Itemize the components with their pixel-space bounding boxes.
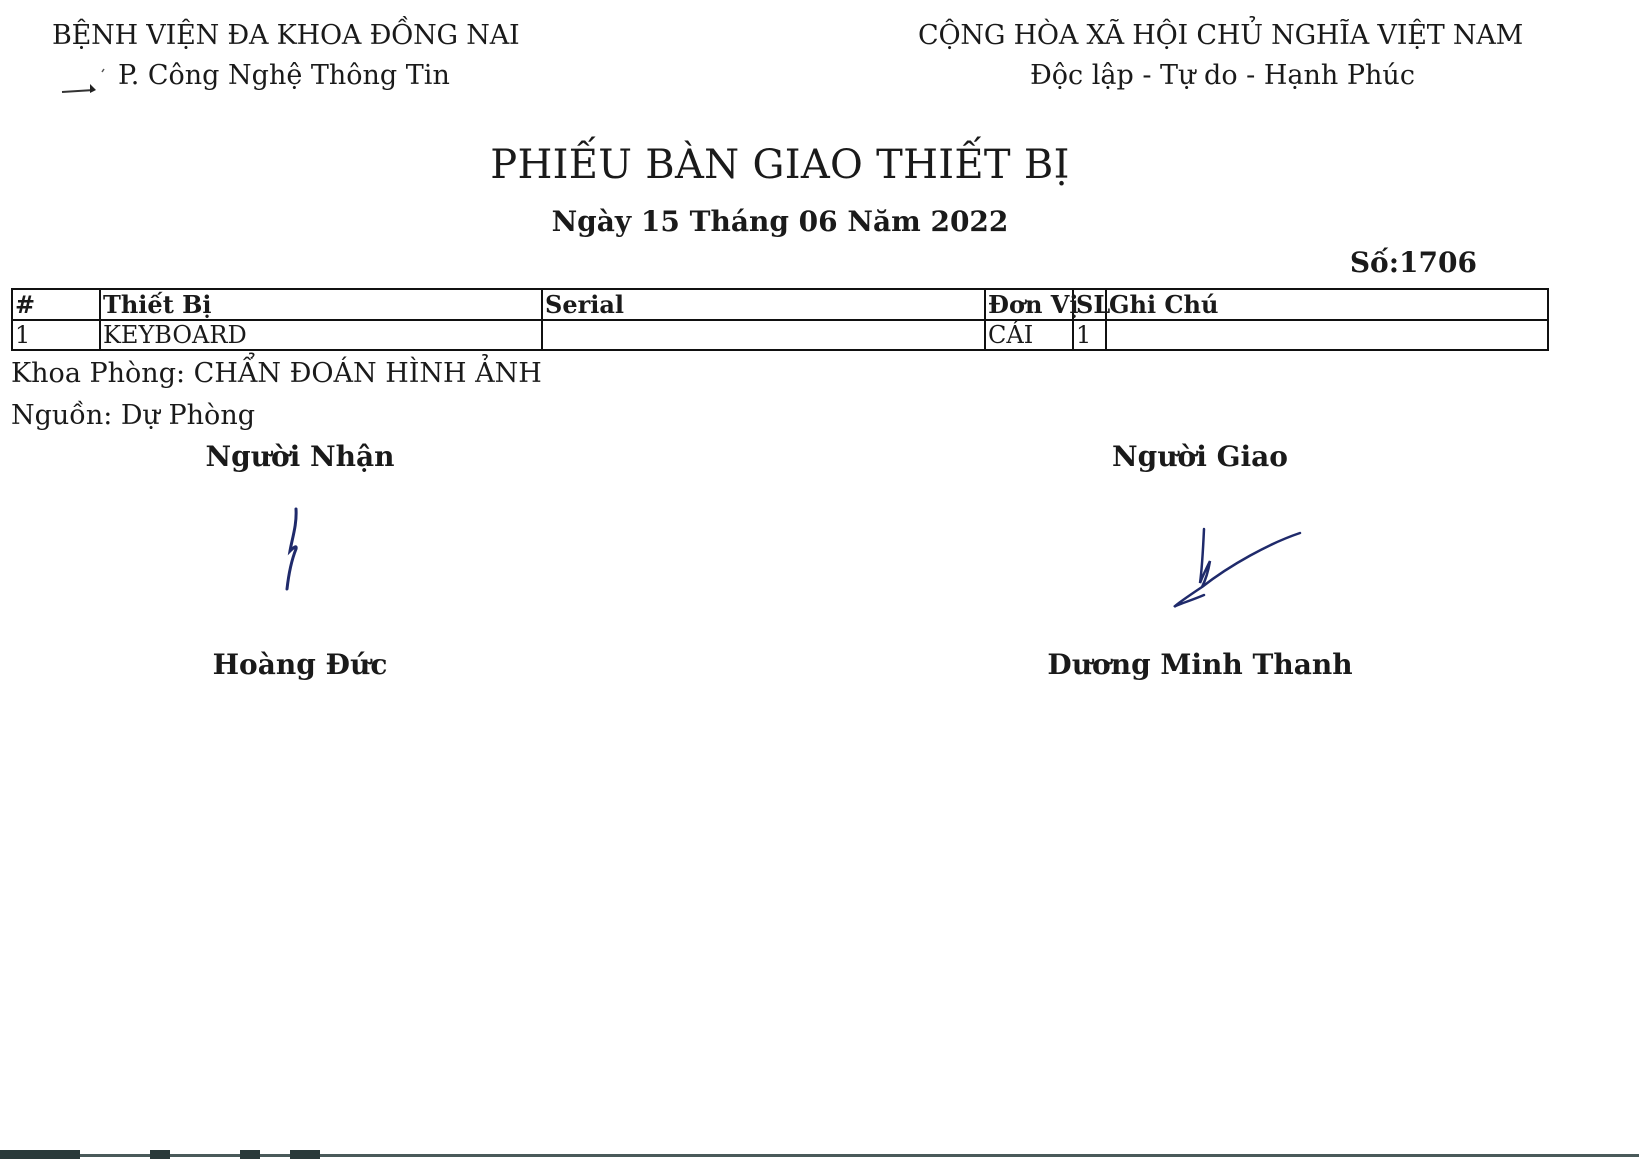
department-name: P. Công Nghệ Thông Tin — [118, 60, 450, 91]
equipment-table — [11, 288, 1549, 351]
col-header-serial: Serial — [542, 289, 985, 320]
scan-edge — [0, 1150, 1639, 1159]
republic-heading: CỘNG HÒA XÃ HỘI CHỦ NGHĨA VIỆT NAM — [918, 20, 1524, 51]
table-row — [12, 320, 1548, 350]
receiver-signature — [270, 505, 310, 595]
national-motto: Độc lập - Tự do - Hạnh Phúc — [1030, 60, 1415, 91]
cell-unit: CÁI — [985, 320, 1073, 350]
cell-note — [1106, 320, 1548, 350]
cell-serial — [542, 320, 985, 350]
receiver-label: Người Nhận — [205, 440, 395, 473]
cell-index: 1 — [12, 320, 100, 350]
document-date: Ngày 15 Tháng 06 Năm 2022 — [551, 205, 1009, 238]
department-line: Khoa Phòng: CHẨN ĐOÁN HÌNH ẢNH — [11, 358, 542, 389]
cell-quantity: 1 — [1073, 320, 1106, 350]
col-header-device: Thiết Bị — [100, 289, 542, 320]
table-header-row — [12, 289, 1548, 320]
col-header-unit: Đơn Vị — [985, 289, 1073, 320]
giver-name: Dương Minh Thanh — [1047, 648, 1353, 681]
scan-mark — [60, 68, 110, 98]
receiver-name: Hoàng Đức — [212, 648, 388, 681]
giver-signature — [1170, 525, 1310, 625]
source-line: Nguồn: Dự Phòng — [11, 400, 255, 431]
document-title: PHIẾU BÀN GIAO THIẾT BỊ — [490, 142, 1070, 188]
document-number: Số:1706 — [1349, 246, 1477, 279]
col-header-note: Ghi Chú — [1106, 289, 1548, 320]
giver-label: Người Giao — [1112, 440, 1288, 473]
col-header-quantity: SL — [1073, 289, 1106, 320]
hospital-name: BỆNH VIỆN ĐA KHOA ĐỒNG NAI — [52, 20, 520, 51]
cell-device: KEYBOARD — [100, 320, 542, 350]
col-header-index: # — [12, 289, 100, 320]
